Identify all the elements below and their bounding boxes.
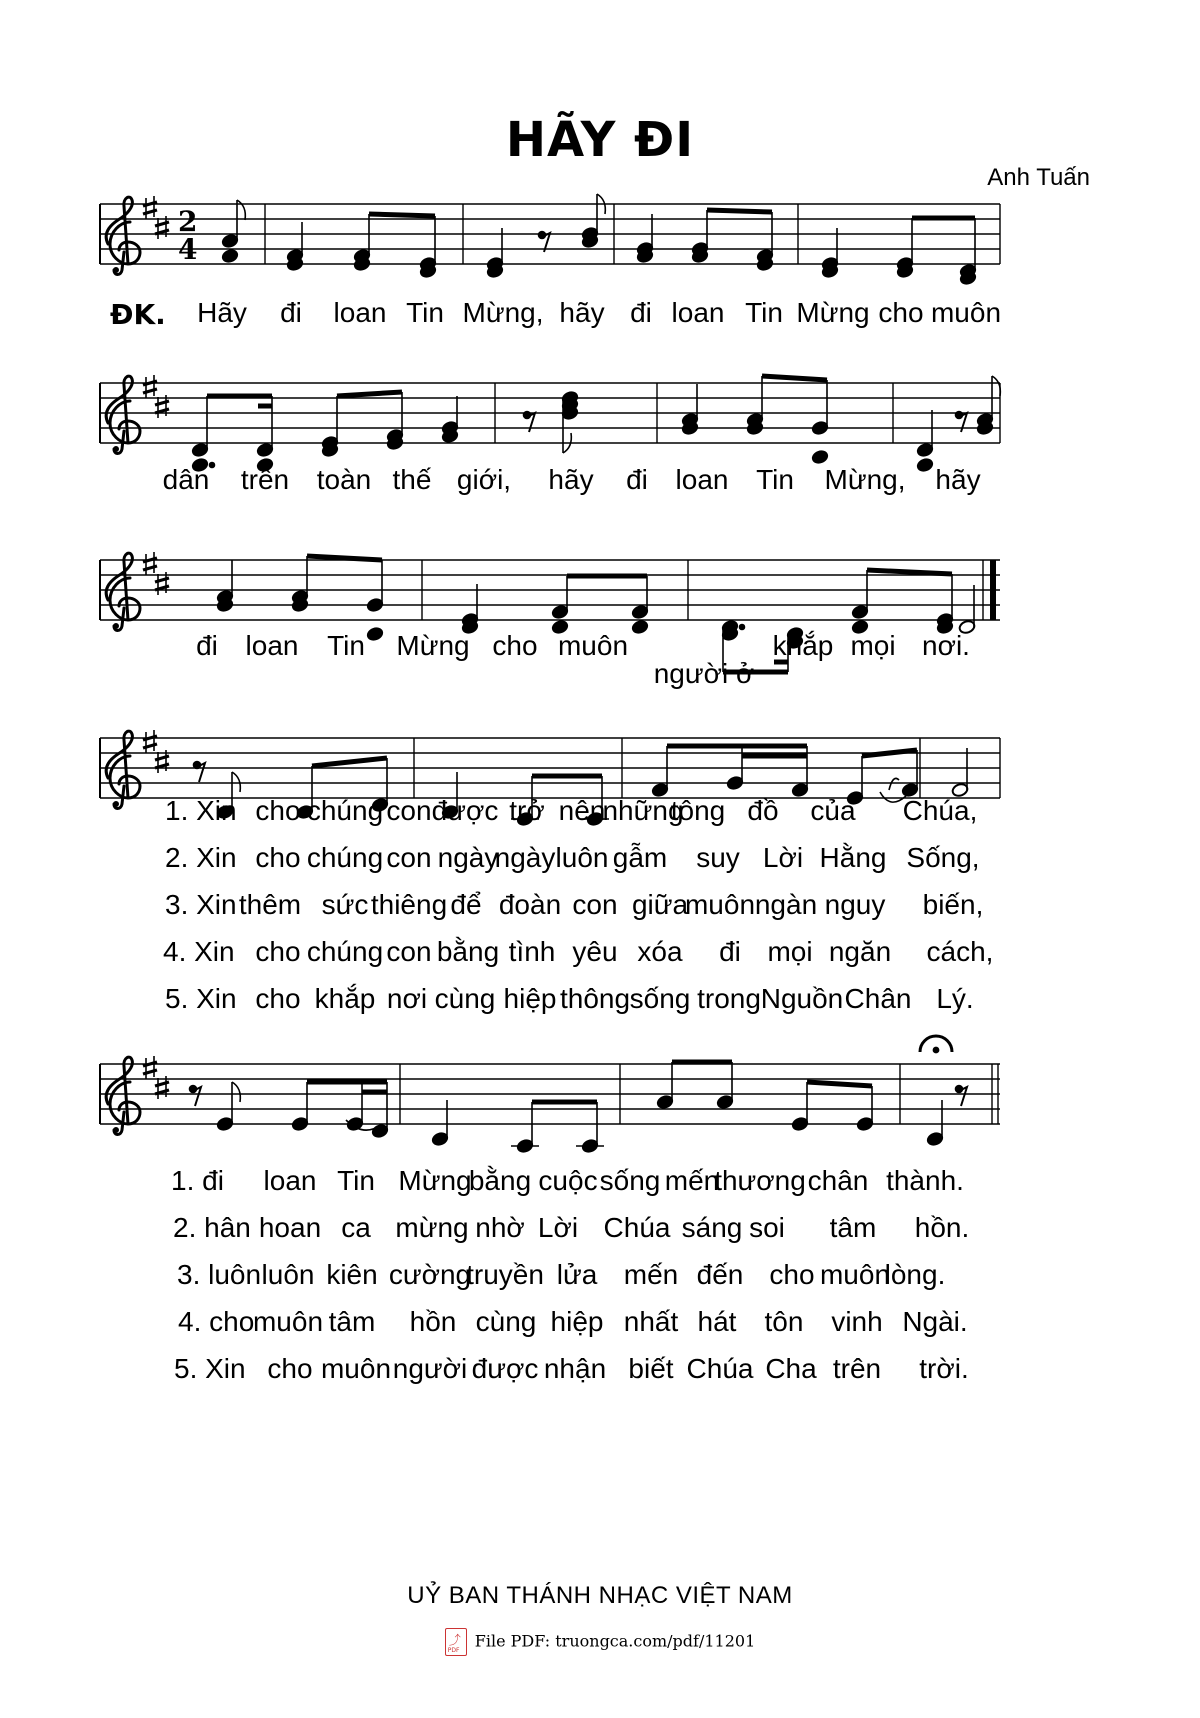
lyric-word: vinh [831, 1306, 883, 1337]
sharp-icon [143, 375, 157, 398]
lyric-word: mến [623, 1259, 679, 1290]
lyric-word: Lời [762, 842, 804, 873]
lyric-word: 3. luôn [177, 1259, 262, 1290]
lyric-word: tôn [764, 1306, 804, 1337]
lyric-word: cho [878, 297, 924, 328]
staff-system-4 [100, 738, 1000, 798]
lyric-word: nhất [623, 1306, 679, 1337]
lyric-word: 3. Xin [165, 889, 237, 920]
lyric-word: loan [333, 297, 387, 328]
lyric-word: hãy [935, 464, 981, 495]
lyric-word: được [471, 1353, 539, 1384]
lyric-word: chúng [306, 936, 384, 967]
lyric-word: muôn [819, 1259, 891, 1290]
lyric-word: hồn. [914, 1212, 970, 1243]
staff-system-2 [100, 383, 1000, 443]
lyric-word: con [386, 936, 432, 967]
notes-system-1 [221, 194, 977, 286]
lyric-word: Hãy [197, 297, 247, 328]
pdf-file-icon: ⤴ PDF [445, 1628, 467, 1656]
lyric-word: cuộc [538, 1165, 598, 1196]
lyric-word: muôn [557, 630, 629, 661]
lyric-word: cho [769, 1259, 815, 1290]
lyric-word: trong [697, 983, 761, 1014]
lyric-word: loan [671, 297, 725, 328]
lyric-word: hiệp [550, 1306, 604, 1337]
lyric-word: toàn [316, 464, 372, 495]
lyric-word: cho [255, 842, 301, 873]
lyric-word: cho [255, 983, 301, 1014]
lyric-word: những [602, 795, 684, 826]
pdf-link-row[interactable] [0, 1628, 1200, 1656]
lyric-word: 1. Xin [165, 795, 237, 826]
lyric-word: 4. cho [178, 1306, 255, 1337]
lyric-word: thành. [886, 1165, 964, 1196]
lyric-word: ngày [437, 842, 499, 873]
lyric-word: trời. [919, 1353, 969, 1384]
lyric-word: Tin [756, 464, 794, 495]
treble-clef-icon [106, 376, 140, 453]
lyric-word: hiệp [503, 983, 557, 1014]
lyric-word: hồn [409, 1306, 457, 1337]
lyric-word: 4. Xin [163, 936, 235, 967]
lyric-word: Chúa [686, 1353, 754, 1384]
lyric-word: cùng [434, 983, 496, 1014]
lyric-word: thêm [238, 889, 302, 920]
lyric-word: chúng [306, 795, 384, 826]
lyric-word: hãy [548, 464, 594, 495]
treble-clef-icon [106, 553, 140, 630]
lyric-word: cho [255, 795, 301, 826]
lyric-word: 5. Xin [174, 1353, 246, 1384]
lyric-word: Cha [765, 1353, 817, 1384]
lyric-word: tông [670, 795, 726, 826]
lyric-word: yêu [572, 936, 618, 967]
sharp-icon [143, 730, 157, 753]
lyric-word: Mừng [398, 1165, 472, 1196]
svg-text:2: 2 [178, 205, 198, 238]
lyric-word: khắp [772, 630, 834, 661]
lyric-word: truyền [466, 1259, 544, 1290]
lyric-word: nguy [824, 889, 886, 920]
lyric-word: thương [714, 1165, 806, 1196]
lyric-word: mọi [767, 936, 813, 967]
lyric-word: ngàn [754, 889, 818, 920]
lyric-word: cho [492, 630, 538, 661]
lyric-word: giữa [631, 889, 689, 920]
lyric-word: loan [263, 1165, 317, 1196]
lyric-word: Mừng [396, 630, 470, 661]
lyric-word: suy [696, 842, 740, 873]
lyric-word: mừng [395, 1212, 469, 1243]
lyric-word: chúng [306, 842, 384, 873]
lyric-word: trên [240, 464, 290, 495]
lyric-word: thiêng [370, 889, 448, 920]
lyric-word: thông [559, 983, 631, 1014]
lyric-word: cho [267, 1353, 313, 1384]
sharp-icon [143, 196, 157, 219]
lyric-word: đi [630, 297, 652, 328]
lyric-word: muôn [252, 1306, 324, 1337]
lyric-word: 1. đi [171, 1165, 224, 1196]
svg-text:4: 4 [178, 233, 198, 266]
lyric-word: trên [832, 1353, 882, 1384]
lyric-word: Chúa, [902, 795, 978, 826]
lyric-word: soi [749, 1212, 785, 1243]
lyric-word: Chân [844, 983, 912, 1014]
lyric-word: hát [697, 1306, 737, 1337]
lyric-word: khắp [314, 983, 376, 1014]
lyric-word: biết [628, 1353, 674, 1384]
lyric-word: nhận [543, 1353, 607, 1384]
lyric-word: chân [807, 1165, 869, 1196]
lyric-word: sống [629, 983, 691, 1014]
lyric-word: cho [255, 936, 301, 967]
sharp-icon [143, 552, 157, 575]
lyric-word: Tin [406, 297, 444, 328]
lyric-word: bằng [436, 936, 500, 967]
lyric-word: ngăn [828, 936, 892, 967]
lyric-word: Mừng, [462, 297, 544, 328]
lyric-word: được [431, 795, 499, 826]
lyric-word: của [810, 795, 856, 826]
lyric-word: sức [321, 889, 369, 920]
pdf-link-text[interactable]: File PDF: truongca.com/pdf/11201 [474, 1631, 756, 1651]
lyric-word: cường [388, 1259, 472, 1290]
lyric-word: giới, [456, 464, 512, 495]
lyric-word: Hằng [819, 842, 887, 873]
lyric-word: muôn [930, 297, 1002, 328]
lyric-word: con [386, 795, 432, 826]
lyric-word: đoàn [498, 889, 562, 920]
lyric-word: hoan [258, 1212, 322, 1243]
lyric-word: mọi [850, 630, 896, 661]
lyric-word: đi [196, 630, 218, 661]
lyric-word: người ở [653, 658, 755, 689]
lyric-word: cùng [475, 1306, 537, 1337]
lyric-word: nhờ [475, 1212, 525, 1243]
lyric-word: kiên [326, 1259, 378, 1290]
treble-clef-icon [106, 731, 140, 808]
lyric-word: xóa [637, 936, 683, 967]
notes-system-2 [191, 376, 1000, 473]
lyric-word: đồ [747, 795, 779, 826]
lyric-word: Tin [745, 297, 783, 328]
lyric-word: muôn [684, 889, 756, 920]
lyric-word: Lời [537, 1212, 579, 1243]
lyric-word: trở [509, 795, 545, 826]
lyric-word: Sống, [906, 842, 980, 873]
treble-clef-icon [106, 1057, 140, 1134]
lyric-word: lòng. [884, 1259, 946, 1290]
fermata-icon [920, 1036, 952, 1053]
treble-clef-icon [106, 197, 140, 274]
lyric-word: đi [719, 936, 741, 967]
lyric-word: đi [626, 464, 648, 495]
lyric-word: Ngài. [902, 1306, 968, 1337]
lyric-word: mến [664, 1165, 720, 1196]
staff-system-5 [100, 1064, 1000, 1124]
lyric-word: lửa [556, 1259, 598, 1290]
lyric-word: luôn [261, 1259, 315, 1290]
lyric-word: nơi [386, 983, 428, 1014]
lyric-word: đến [696, 1259, 744, 1290]
lyric-word: gẫm [612, 842, 668, 873]
lyric-word: biến, [922, 889, 984, 920]
lyric-word: Chúa [603, 1212, 671, 1243]
lyric-word: Mừng, [824, 464, 906, 495]
lyric-word: loan [245, 630, 299, 661]
lyric-word: người [392, 1353, 468, 1384]
notes-system-5 [190, 1036, 968, 1154]
lyric-word: hãy [559, 297, 605, 328]
lyric-word: con [572, 889, 618, 920]
lyric-word: tâm [829, 1212, 877, 1243]
lyric-word: 2. Xin [165, 842, 237, 873]
lyric-word: 5. Xin [165, 983, 237, 1014]
lyric-word: sáng [681, 1212, 743, 1243]
lyric-word: bằng [468, 1165, 532, 1196]
lyric-word: thế [392, 464, 432, 495]
sharp-icon [143, 1056, 157, 1079]
song-title: HÃY ĐI [505, 112, 695, 168]
refrain-label: ĐK. [110, 298, 166, 331]
lyric-word: sống [599, 1165, 661, 1196]
lyric-word: Mừng [796, 297, 870, 328]
lyric-word: loan [675, 464, 729, 495]
lyric-word: Nguồn [760, 983, 844, 1014]
composer: Anh Tuấn [987, 164, 1090, 191]
lyric-word: Tin [337, 1165, 375, 1196]
lyric-word: nên [558, 795, 606, 826]
lyric-word: luôn [555, 842, 609, 873]
lyric-word: đi [280, 297, 302, 328]
lyric-word: 2. hân [173, 1212, 251, 1243]
lyric-word: dân [162, 464, 210, 495]
lyric-word: muôn [320, 1353, 392, 1384]
lyric-word: ngày [494, 842, 556, 873]
lyric-word: tình [508, 936, 556, 967]
lyric-word: để [450, 889, 482, 920]
lyric-word: con [386, 842, 432, 873]
lyric-word: cách, [926, 936, 994, 967]
lyric-word: tâm [328, 1306, 376, 1337]
lyric-word: Tin [327, 630, 365, 661]
lyric-word: nơi. [922, 630, 970, 661]
publisher-committee: UỶ BAN THÁNH NHẠC VIỆT NAM [407, 1582, 793, 1609]
lyric-word: Lý. [936, 983, 974, 1014]
lyric-word: ca [341, 1212, 371, 1243]
